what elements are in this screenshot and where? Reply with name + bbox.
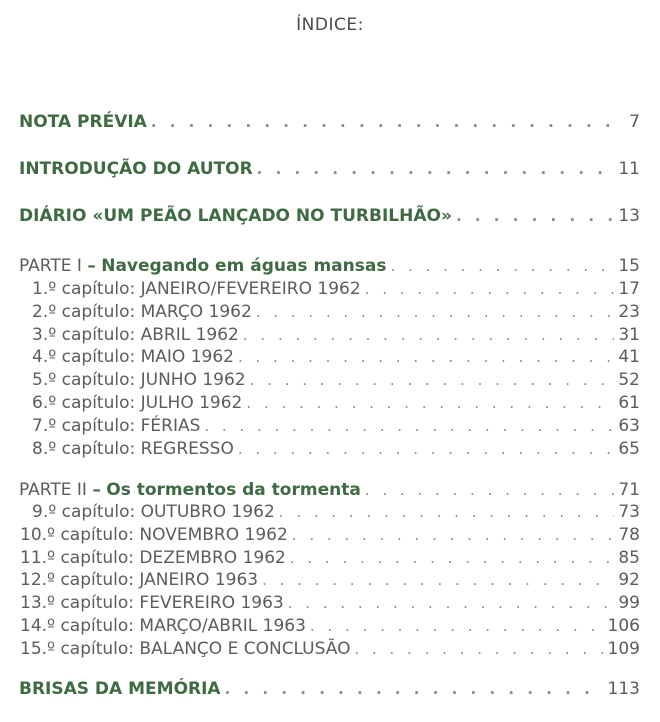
leader-dots [279,503,615,521]
leader-dots [204,417,614,435]
leader-dots [365,481,615,499]
toc-chapter-label: 9.º capítulo: OUTUBRO 1962 [32,502,275,522]
leader-dots [238,440,615,458]
leader-dots [250,371,615,389]
toc-chapter-entry[interactable] [0,325,660,345]
toc-page-number: 99 [618,593,640,614]
toc-entry-label: NOTA PRÉVIA [19,112,147,132]
toc-page-number: 61 [618,393,640,413]
toc-chapter-label: 2.º capítulo: MARÇO 1962 [32,301,252,322]
toc-chapter-label: 11.º capítulo: DEZEMBRO 1962 [20,547,286,568]
toc-chapter-label: 13.º capítulo: FEVEREIRO 1963 [20,593,284,614]
toc-page-number: 23 [618,301,640,322]
toc-chapter-entry[interactable] [0,593,660,613]
leader-dots [151,113,625,131]
toc-entry-label [0,480,361,500]
toc-page-number: 31 [618,324,640,345]
toc-chapter-entry[interactable] [0,279,660,299]
toc-entry-part-2[interactable] [0,480,660,500]
toc-page-number: 113 [607,679,640,699]
toc-entry-introducao[interactable] [0,159,660,179]
part-prefix: PARTE I [19,256,82,276]
toc-page-number: 41 [618,347,640,368]
toc-chapter-label: 12.º capítulo: JANEIRO 1963 [20,570,259,591]
toc-chapter-entry[interactable] [0,502,660,522]
toc-chapter-entry[interactable] [0,439,660,459]
toc-page-number: 71 [618,480,640,500]
leader-dots [290,549,615,567]
toc-chapter-label: 15.º capítulo: BALANÇO E CONCLUSÃO [20,638,351,659]
leader-dots [257,160,615,178]
toc-chapter-entry[interactable] [0,570,660,590]
leader-dots [354,640,603,658]
part-dash: – [92,480,101,500]
toc-chapter-label: 4.º capítulo: MAIO 1962 [32,347,234,368]
toc-page-number: 15 [618,256,640,276]
leader-dots [246,394,614,412]
leader-dots [365,280,615,298]
toc-page-number: 65 [618,438,640,459]
toc-chapter-label: 7.º capítulo: FÉRIAS [32,415,201,436]
leader-dots [243,326,614,344]
toc-chapter-entry[interactable] [0,347,660,367]
toc-page-number: 13 [618,206,640,226]
toc-page-number: 106 [607,616,640,636]
leader-dots [256,303,615,321]
toc-page-number: 78 [618,524,640,545]
leader-dots [310,617,604,635]
toc-page-number: 63 [618,415,640,436]
part-dash: – [87,256,96,276]
toc-page-number: 92 [618,570,640,591]
leader-dots [262,571,614,589]
toc-chapter-entry[interactable] [0,616,660,636]
toc-chapter-entry[interactable] [0,370,660,390]
toc-entry-label [0,256,386,276]
leader-dots [238,348,614,366]
toc-chapter-entry[interactable] [0,393,660,413]
toc-page-number: 52 [618,370,640,391]
toc-entry-label: DIÁRIO «UM PEÃO LANÇADO NO TURBILHÃO» [19,206,452,226]
toc-page-number: 109 [607,638,640,659]
toc-page-number: 85 [618,547,640,568]
leader-dots [288,594,615,612]
toc-entry-label: INTRODUÇÃO DO AUTOR [19,159,253,179]
toc-entry-nota-previa[interactable] [0,112,660,132]
part-title: Os tormentos da tormenta [106,480,361,500]
toc-entry-label: BRISAS DA MEMÓRIA [19,679,221,699]
toc-chapter-entry[interactable] [0,639,660,659]
toc-chapter-label: 14.º capítulo: MARÇO/ABRIL 1963 [20,616,306,636]
toc-chapter-label: 6.º capítulo: JULHO 1962 [32,393,243,413]
leader-dots [390,257,614,275]
toc-chapter-label: 5.º capítulo: JUNHO 1962 [32,370,246,391]
toc-entry-brisas[interactable] [0,679,660,699]
toc-chapter-entry[interactable] [0,416,660,436]
toc-chapter-entry[interactable] [0,302,660,322]
part-prefix: PARTE II [19,480,87,500]
leader-dots [456,207,614,225]
part-title: Navegando em águas mansas [101,256,387,276]
toc-page-number: 73 [618,502,640,522]
toc-page-number: 17 [618,279,640,299]
toc-page-number: 7 [629,112,640,132]
toc-chapter-label: 8.º capítulo: REGRESSO [32,438,234,459]
toc-entry-part-1[interactable] [0,256,660,276]
page-title: ÍNDICE: [296,15,364,35]
toc-chapter-label: 3.º capítulo: ABRIL 1962 [32,324,239,345]
leader-dots [292,526,615,544]
toc-chapter-label: 1.º capítulo: JANEIRO/FEVEREIRO 1962 [32,279,361,299]
leader-dots [225,680,604,698]
toc-chapter-entry[interactable] [0,525,660,545]
toc-page-number: 11 [618,159,640,179]
toc-entry-diario[interactable] [0,206,660,226]
toc-chapter-label: 10.º capítulo: NOVEMBRO 1962 [20,524,288,545]
toc-chapter-entry[interactable] [0,548,660,568]
